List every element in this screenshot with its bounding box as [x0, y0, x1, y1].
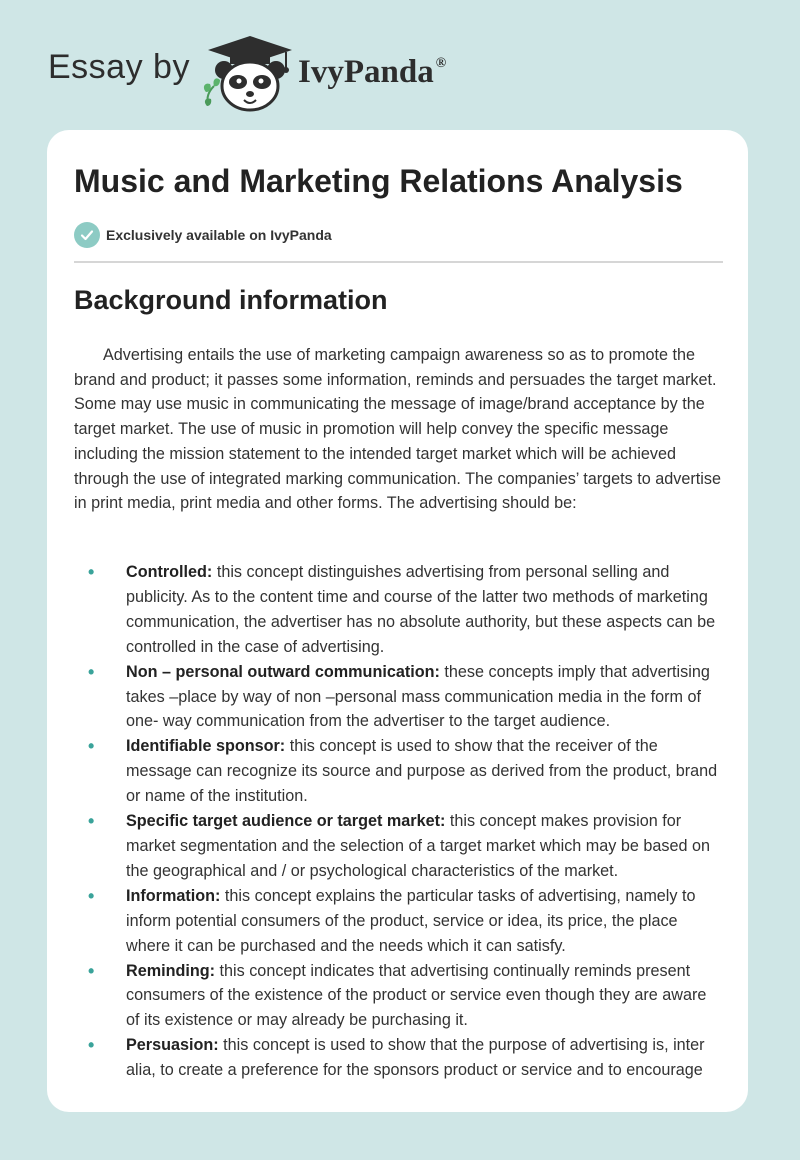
list-item-term: Reminding: [126, 961, 216, 980]
brand-name[interactable]: IvyPanda ® [298, 54, 447, 90]
list-item-term: Specific target audience or target market: [126, 812, 446, 831]
article-title: Music and Marketing Relations Analysis [74, 163, 683, 199]
list-item [74, 1033, 724, 1083]
exclusive-badge [74, 221, 332, 249]
list-item-text: these concepts imply that advertising takes –place by way of non –personal mass communication media in the form of one- way communication from the advertiser to the target audience. [126, 662, 710, 731]
check-icon [74, 222, 100, 248]
ivypanda-logo[interactable] [200, 34, 300, 112]
list-item-text: this concept is used to show that the receiver of the message can recognize its source and purpose as derived from the product, brand or name of the institution. [126, 737, 718, 806]
list-item [74, 660, 724, 735]
list-item-text: this concept is used to show that the purpose of advertising is, inter alia, to create a preference for the sponsors product or service and to encourage [126, 1036, 705, 1080]
intro-paragraph: Advertising entails the use of marketing campaign awareness so as to promote the brand and product; it passes some information, reminds and persuades the target market. Some may use music in communicating the message of image/brand acceptance by the target market. The use of music in promotion will help convey the specific message including the mission statement to the intended target market which will be achieved through the use of integrated marking communication. The companies’ targets to advertise in print media, print media and other forms. The advertising should be: [74, 346, 721, 513]
section-heading: Background information [74, 285, 388, 315]
list-item-term: Identifiable sponsor: [126, 737, 286, 756]
list-item-text: this concept makes provision for market segmentation and the selection of a target market which may be based on the geographical and / or psychological characteristics of the market. [126, 812, 710, 880]
exclusive-text: Exclusively available on IvyPanda [106, 227, 332, 243]
list-item-text: this concept distinguishes advertising from personal selling and publicity. As to the content time and course of the latter two methods of marketing communication, the advertiser has no absolute authority, but these aspects can be controlled in the case of advertising. [126, 563, 716, 656]
list-item-term: Information: [126, 886, 221, 905]
essay-by-label: Essay by [48, 48, 190, 86]
list-item [74, 734, 724, 809]
site-header [48, 34, 548, 114]
panda-graduate-icon [200, 34, 300, 112]
list-item [74, 884, 724, 959]
list-item-text: this concept explains the particular tasks of advertising, namely to inform potential consumers of the product, service or idea, its price, the place where it can be purchased and the needs which it can satisfy. [126, 886, 696, 955]
list-item-term: Persuasion: [126, 1036, 219, 1055]
list-item-term: Controlled: [126, 563, 213, 581]
list-item [74, 959, 724, 1034]
article-card [47, 130, 748, 1112]
divider [74, 261, 723, 263]
list-item-text: this concept indicates that advertising continually reminds present consumers of the existence of the product or service even though they are aware of its existence or may already be purchasing it. [126, 961, 707, 1030]
concept-list [74, 560, 724, 1083]
list-item [74, 809, 724, 884]
list-item [74, 560, 724, 660]
list-item-term: Non – personal outward communication: [126, 662, 440, 681]
